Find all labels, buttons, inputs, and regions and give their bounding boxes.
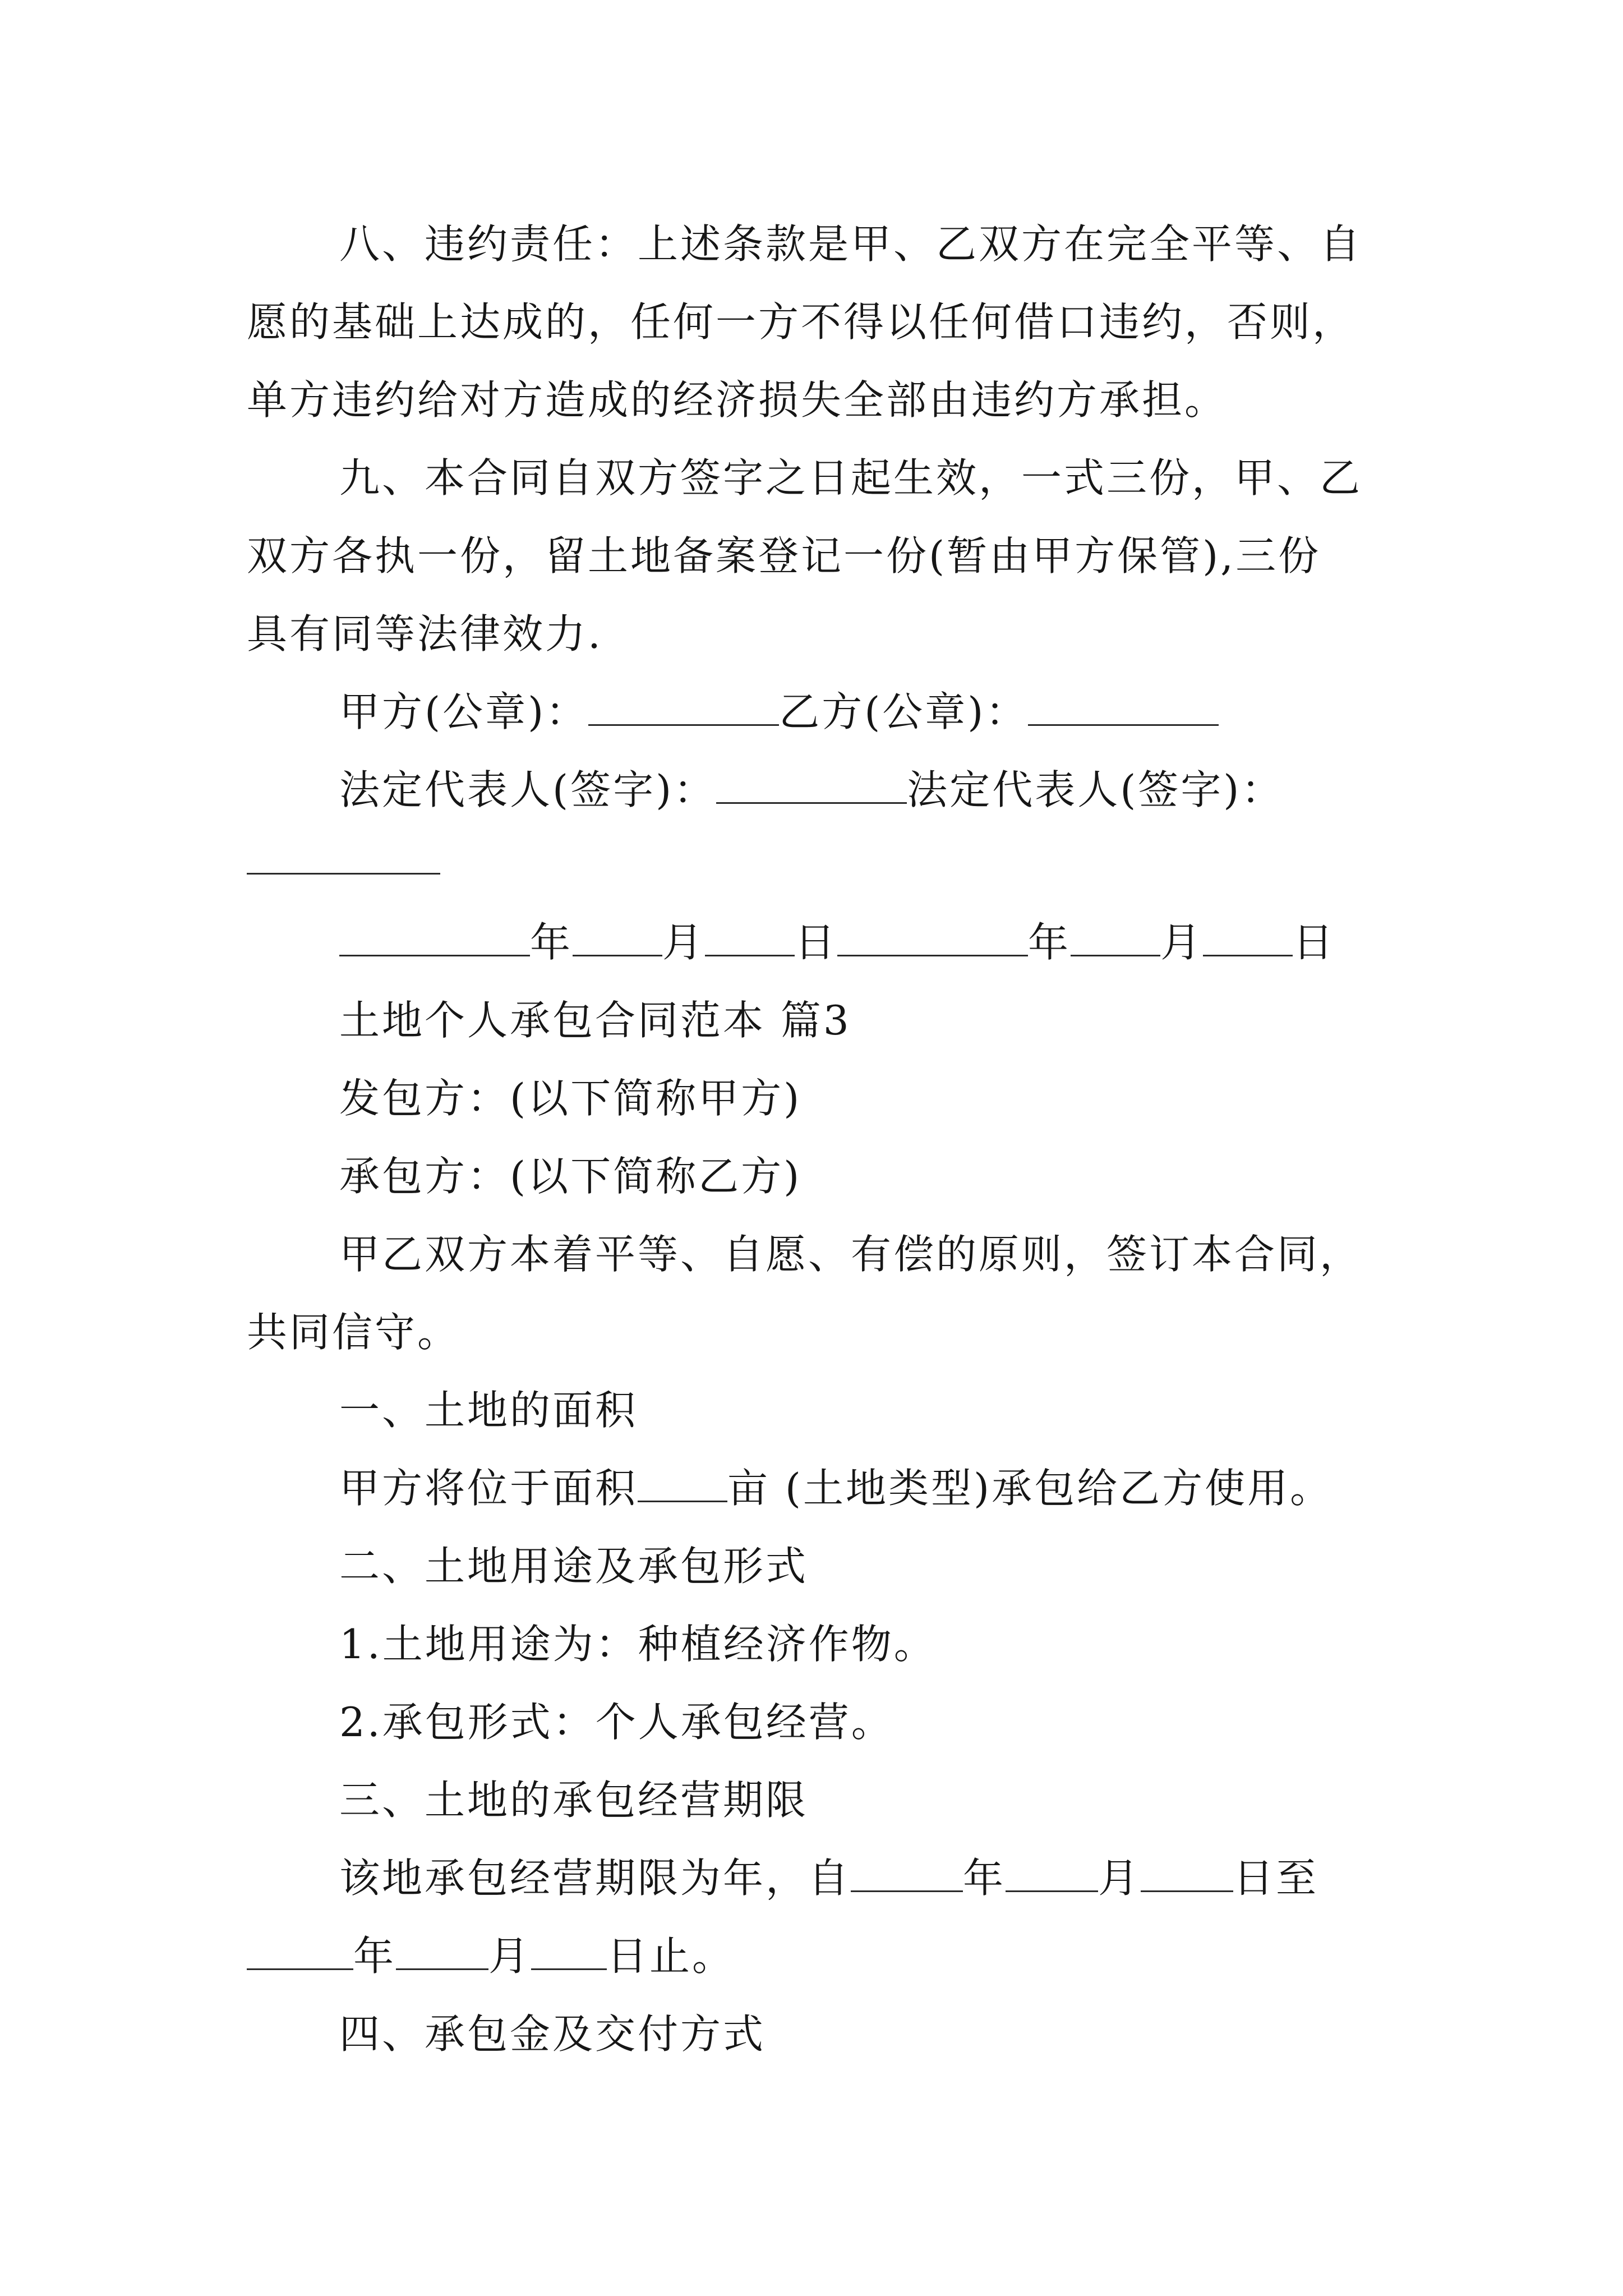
intro-line-2: 共同信守。 xyxy=(247,1309,460,1356)
term-start-day: 日至 xyxy=(1233,1855,1319,1902)
clause-9-line-3: 具有同等法律效力. xyxy=(247,610,603,657)
rep-a-label: 法定代表人(签字)： xyxy=(339,766,717,813)
signature-date-line xyxy=(339,914,1335,970)
date-a-month-blank xyxy=(573,915,662,956)
term-start-day-blank xyxy=(1141,1851,1233,1892)
term-line-2 xyxy=(247,1928,735,1984)
term-start-year-blank xyxy=(851,1851,963,1892)
date-b-month-blank xyxy=(1071,915,1160,956)
party-b-seal-label: 乙方(公章)： xyxy=(779,688,1029,735)
term-start-month: 月 xyxy=(1098,1855,1141,1902)
term-start-month-blank xyxy=(1006,1851,1098,1892)
date-b-day: 日 xyxy=(1293,919,1336,966)
party-b-seal-blank xyxy=(1028,685,1219,726)
rep-a-blank xyxy=(716,763,907,804)
contract-section-title: 土地个人承包合同范本 篇3 xyxy=(339,997,851,1044)
term-end-year: 年 xyxy=(353,1932,396,1980)
date-b-year-blank xyxy=(837,915,1028,956)
clause-9-line-2: 双方各执一份，留土地备案登记一份(暂由甲方保管),三份 xyxy=(247,532,1321,579)
area-blank xyxy=(638,1461,727,1502)
area-text-prefix: 甲方将位于面积 xyxy=(339,1465,638,1512)
date-a-day: 日 xyxy=(795,919,838,966)
term-line-1 xyxy=(339,1850,1318,1906)
party-a-seal-blank xyxy=(588,685,779,726)
employer-line: 发包方：(以下简称甲方) xyxy=(339,1075,802,1122)
section-2-item-2: 2.承包形式：个人承包经营。 xyxy=(339,1699,894,1746)
party-seal-line xyxy=(339,684,1219,740)
clause-8-line-2: 愿的基础上达成的，任何一方不得以任何借口违约，否则， xyxy=(247,298,1355,346)
date-b-month: 月 xyxy=(1160,919,1204,966)
representative-signature-line xyxy=(339,762,1284,818)
party-a-seal-label: 甲方(公章)： xyxy=(339,688,589,735)
rep-b-label: 法定代表人(签字)： xyxy=(907,766,1284,813)
clause-8-line-3: 单方违约给对方造成的经济损失全部由违约方承担。 xyxy=(247,376,1228,424)
section-1-text xyxy=(339,1460,1332,1516)
term-end-month: 月 xyxy=(488,1932,532,1980)
rep-b-blank xyxy=(247,873,440,875)
section-1-heading: 一、土地的面积 xyxy=(339,1387,638,1434)
contractor-line: 承包方：(以下简称乙方) xyxy=(339,1153,802,1200)
section-2-item-1: 1.土地用途为：种植经济作物。 xyxy=(339,1621,937,1668)
date-a-day-blank xyxy=(705,915,795,956)
date-b-year: 年 xyxy=(1028,919,1071,966)
term-end-year-blank xyxy=(247,1929,353,1970)
date-b-day-blank xyxy=(1203,915,1293,956)
term-start-year: 年 xyxy=(963,1855,1006,1902)
area-text-suffix: 亩 (土地类型)承包给乙方使用。 xyxy=(727,1465,1333,1512)
section-4-heading: 四、承包金及交付方式 xyxy=(339,2010,766,2058)
term-end-month-blank xyxy=(396,1929,488,1970)
clause-8-line-1: 八、违约责任：上述条款是甲、乙双方在完全平等、自 xyxy=(339,220,1363,268)
term-end-day-blank xyxy=(531,1929,607,1970)
date-a-month: 月 xyxy=(662,919,706,966)
date-a-year: 年 xyxy=(530,919,573,966)
intro-line-1: 甲乙双方本着平等、自愿、有偿的原则，签订本合同， xyxy=(339,1231,1363,1278)
term-end-day: 日止。 xyxy=(607,1932,735,1980)
section-2-heading: 二、土地用途及承包形式 xyxy=(339,1543,809,1590)
clause-9-line-1: 九、本合同自双方签字之日起生效，一式三份，甲、乙 xyxy=(339,454,1363,501)
section-3-heading: 三、土地的承包经营期限 xyxy=(339,1777,809,1824)
date-a-year-blank xyxy=(339,915,530,956)
term-text-prefix: 该地承包经营期限为年，自 xyxy=(339,1855,851,1902)
